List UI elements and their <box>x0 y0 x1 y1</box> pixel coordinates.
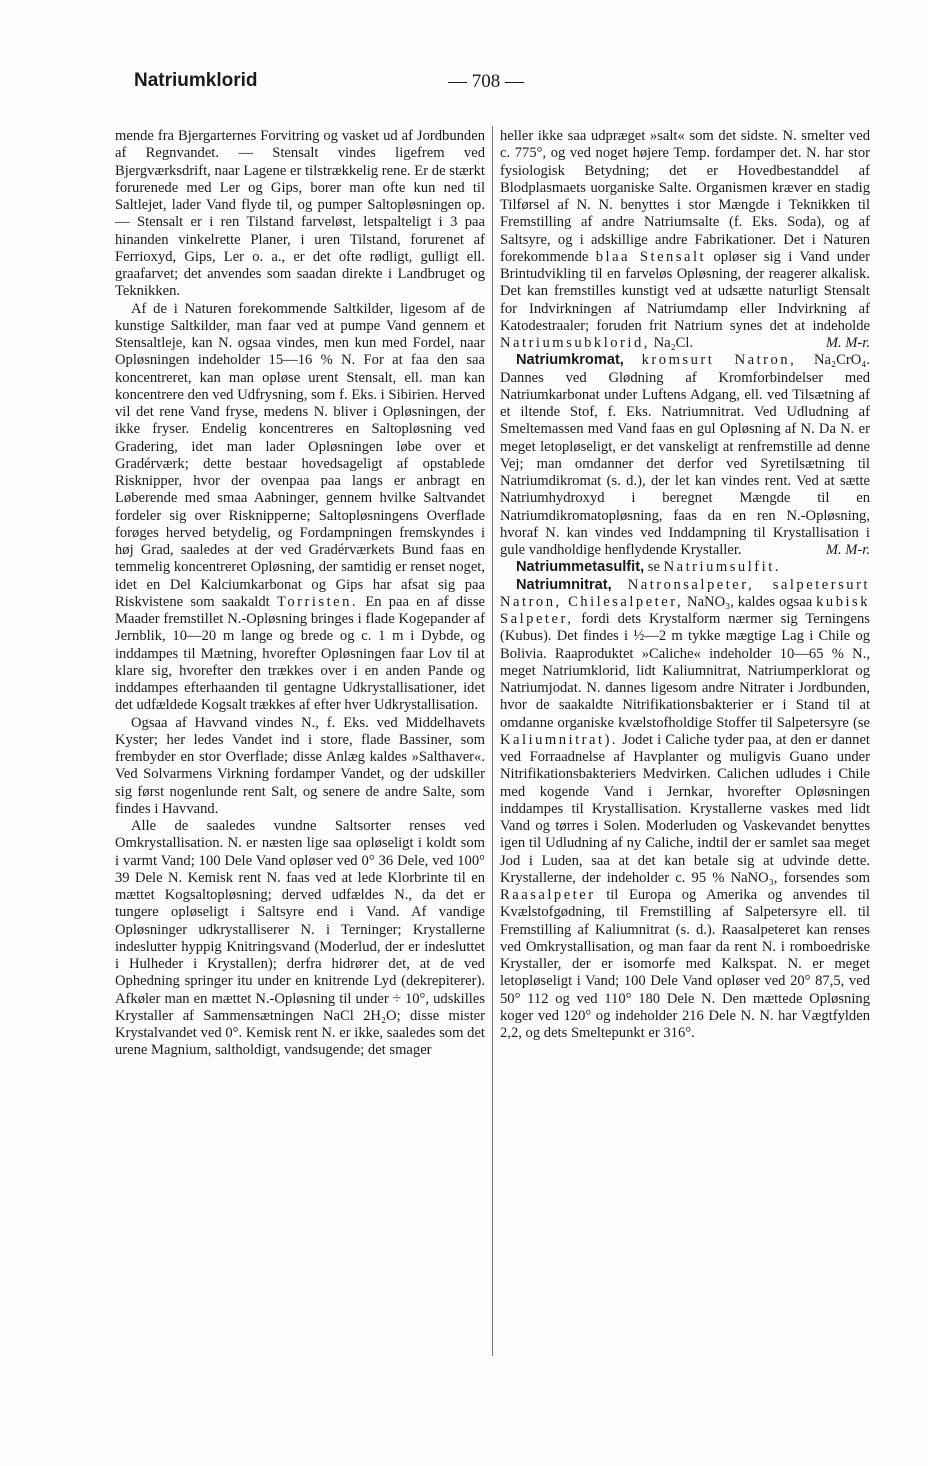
spaced-term: Torristen. <box>276 593 359 610</box>
spaced-term: Kaliumnitrat). <box>500 731 619 748</box>
entry-text: Na₂CrO₄. Dannes ved Glødning af Kromforbindelser med Natriumkarbonat under Luftens Adgang, ell. ved Tilsætning af et iltende Stof, f. Eks. Natriumnitrat. Ved Udludning af Smeltemassen med Vand faas en gul Opløsning af N. Da N. er meget letopløseligt, er det vanskeligt at renfremstille ad denne Vej; man omdanner det derfor ved Syretilsætning til Natriumdikromat (s. d.), der let kan vindes rent. Ved at sætte Natriumhydroxyd i beregnet Mængde til en Natriumdikromatopløsning, faas da en ren N.-Opløsning, hvoraf N. kan vindes ved Inddampning til Krystallisation i gule vandholdige henflydende Krystaller. <box>500 352 870 558</box>
entry-text: Jodet i Caliche tyder paa, at den er dannet ved Forraadnelse af Havplanter og muligvis Guano under Nitrifikationsbakteriers Medvirken. Calichen udludes i Chile med kogende Vand i Jernkar, hvorefter Opløsningen inddampes til Krystallisation. Krystallerne vaskes med lidt Vand og tørres i Solen. Moderluden og Vaskevandet benyttes igen til Udludning af ny Caliche, indtil der er samlet saa meget Jod i Luden, saa at det kan betale sig at udvinde dette. Krystallerne, der indeholder c. 95 % NaNO₃, forsendes som <box>500 731 870 886</box>
spaced-term: kubisk Salpeter, <box>500 593 871 627</box>
spaced-term: blaa Stensalt <box>595 248 707 265</box>
paragraph: mende fra Bjergarternes Forvitring og vasket ud af Jordbunden af Regnvandet. — Stensalt vindes ligefrem ved Bjergværksdrift, naar Lagene er tilstrækkelig rene. Er de stærkt forurenede med Ler og Gips, borer man ofte kun ned til Saltlejet, lader Vand flyde til, og pumper Saltopløsningen op. — Stensalt er i ren Tilstand farveløst, letspalteligt i 3 paa hinanden vinkelrette Planer, i uren Tilstand, forurenet af Ferrioxyd, Gips, Ler o. a., er det ofte rødligt, gulligt ell. graafarvet; det anvendes som saadan direkte i Landbruget og Teknikken. <box>115 128 485 300</box>
entry-natriummetasulfit <box>500 559 870 576</box>
entry-natriumkromat <box>500 352 870 559</box>
paragraph-text: Af de i Naturen forekommende Saltkilder, ligesom af de kunstige Saltkilder, man faar ved at pumpe Vand gennem et Stensaltleje, kan N. ogsaa vindes, men kun med Fordel, naar Opløsningen indeholder 15—16 % N. For at faa den saa koncentreret, kan man opløse urent Stensalt, ell. man kan koncentrere den ved Udfrysning, som f. Eks. i Sibirien. Herved vil det rene Vand fryse, medens N. bliver i Opløsningen, der ikke fryser. Endelig koncentreres en Saltopløsning ved Gradering, idet man lader Opløsningen løbe over et Gradérværk; dette bestaar hovedsageligt af opstablede Risknipper, hvor der ovenpaa paa langs er anbragt en Løberende med smaa Aabninger, gennem hvilke Saltvandet fordeler sig over Risknipperne; Saltopløsningens Overflade forøges herved betydelig, og Fordampningen fremskyndes i høj Grad, saaledes at der ved Gradérværkets Bund faas en temmelig koncentreret Opløsning, der samtidig er renset noget, idet en Del Kalciumkarbonat og Gips har afsat sig paa Riskvistene som saakaldt <box>115 300 485 610</box>
page-header <box>134 70 868 100</box>
paragraph-text: heller ikke saa udpræget »salt« som det sidste. N. smelter ved c. 775°, og ved noget højere Temp. fordamper det. N. har stor fysiologisk Betydning; det er Hovedbestanddel af Blodplasmaets uorganiske Salte. Organismen kræver en stadig Tilførsel af N. N. benyttes i stor Mængde i Teknikken til Fremstilling af andre Natriumsalte (f. Eks. Soda), og af Saltsyre, og i adskillige andre Fabrikationer. Det i Naturen forekommende <box>500 128 870 265</box>
spaced-term: Natriumsubklorid, <box>500 335 650 351</box>
left-column <box>115 128 485 1060</box>
author-signature: M. M-r. <box>825 542 870 558</box>
cross-reference-target: Natriumsulfit. <box>663 559 781 576</box>
headword: Natriumnitrat, <box>516 576 612 593</box>
entry-text: til Europa og Amerika og anvendes til Kvælstofgødning, til Fremstilling af Salpetersyre ell. til Fremstilling af Kaliumnitrat (s. d.). Raasalpeteret kan renses ved Omkrystallisation, og man faar da rent N. i romboedriske Krystaller, der er isomorfe med Kalkspat. N. er meget letopløseligt i Vand; 100 Dele Vand opløser ved 20° 87,5, ved 50° 112 og ved 110° 180 Dele N. Den mættede Opløsning koger ved 120° og indeholder 216 Dele N. N. har Vægtfylden 2,2, og dets Smeltepunkt er 316°. <box>500 887 870 1041</box>
paragraph-text: En paa en af disse Maader fremstillet N.-Opløsning bringes i flade Kogepander af Jernblik, 10—20 m lange og brede og c. 1 m i Dybde, og inddampes til Mætning, hvorefter Opløsningen faar Lov til at klare sig, hvorefter den trækkes over i en anden Pande og inddampes efterhaanden til gentagne Udkrystallisationer, idet det udfældede Kogsalt trækkes af efter hver Udkrystallisation. <box>115 593 485 714</box>
paragraph-text: opløser sig i Vand under Brintudvikling til en farveløs Opløsning, der reagerer alkalisk. Det kan fremstilles kunstigt ved at udsætte naturligt Stensalt for Indvirkningen af Natriumdamp eller Indvirkning af Katodestraaler; foruden frit Natrium synes det at indeholde <box>500 248 870 334</box>
page-number: — 708 — <box>448 71 524 92</box>
entry-natriumnitrat <box>500 577 870 1043</box>
entry-text: NaNO₃, kaldes ogsaa <box>687 593 813 610</box>
spaced-term: Natronsalpeter, salpetersurt Natron, Chilesalpeter, <box>500 576 870 610</box>
column-divider <box>492 126 493 1356</box>
right-column <box>500 128 870 1042</box>
headword: Natriumkromat, <box>516 352 624 369</box>
spaced-term: Raasalpeter <box>500 887 596 903</box>
paragraph <box>115 301 485 715</box>
spaced-term: kromsurt Natron, <box>641 352 797 369</box>
author-signature: M. M-r. <box>825 335 870 351</box>
paragraph-text: Na₂Cl. <box>653 335 694 351</box>
cross-reference-label: se <box>647 559 660 576</box>
paragraph <box>500 128 870 352</box>
paragraph: Ogsaa af Havvand vindes N., f. Eks. ved Middelhavets Kyster; her ledes Vandet ind i store, flade Bassiner, som frembyder en stor Overflade; disse Anlæg kaldes »Salthaver«. Ved Solvarmens Virkning fordamper Vandet, og der udskiller sig først nogenlunde rent Salt, og senere de andre Salte, som findes i Havvand. <box>115 714 485 817</box>
entry-text: fordi dets Krystalform nærmer sig Terningens (Kubus). Det findes i ½—2 m tykke mægtige Lag i Chile og Bolivia. Raaproduktet »Caliche« indeholder 10—65 % N., meget Natriumklorid, lidt Kaliumnitrat, Natriumperklorat og Natriumjodat. N. dannes ligesom andre Nitrater i Jordbunden, hvor de saakaldte Nitrifikationsbakterier er i Stand til at omdanne organiske kvælstofholdige Stoffer til Salpetersyre (se <box>500 611 870 731</box>
running-head-title: Natriumklorid <box>134 70 258 91</box>
headword: Natriummetasulfit, <box>516 559 645 576</box>
paragraph: Alle de saaledes vundne Saltsorter renses ved Omkrystallisation. N. er næsten lige saa opløseligt i koldt som i varmt Vand; 100 Dele Vand opløser ved 0° 36 Dele, ved 100° 39 Dele N. Kemisk rent N. faas ved at lede Klorbrinte til en mættet Kogsaltopløsning; derved udfældes N., da det er tungere opløseligt i Saltsyre end i Vand. Af vandige Opløsninger udkrystalliserer N. i Terninger; Krystallerne indeslutter hyppig Knitringsvand (Moderlud, der er indesluttet i Hulheder i Krystallen); derfra hidrører det, at de ved Ophedning springer itu under en knitrende Lyd (dekrepiterer). Afkøler man en mættet N.-Opløsning til under ÷ 10°, udskilles Krystaller af Sammensætningen NaCl 2H₂O; disse mister Krystalvandet ved 0°. Kemisk rent N. er ikke, saaledes som det urene Magnium, saltholdigt, vandsugende; det smager <box>115 818 485 1059</box>
